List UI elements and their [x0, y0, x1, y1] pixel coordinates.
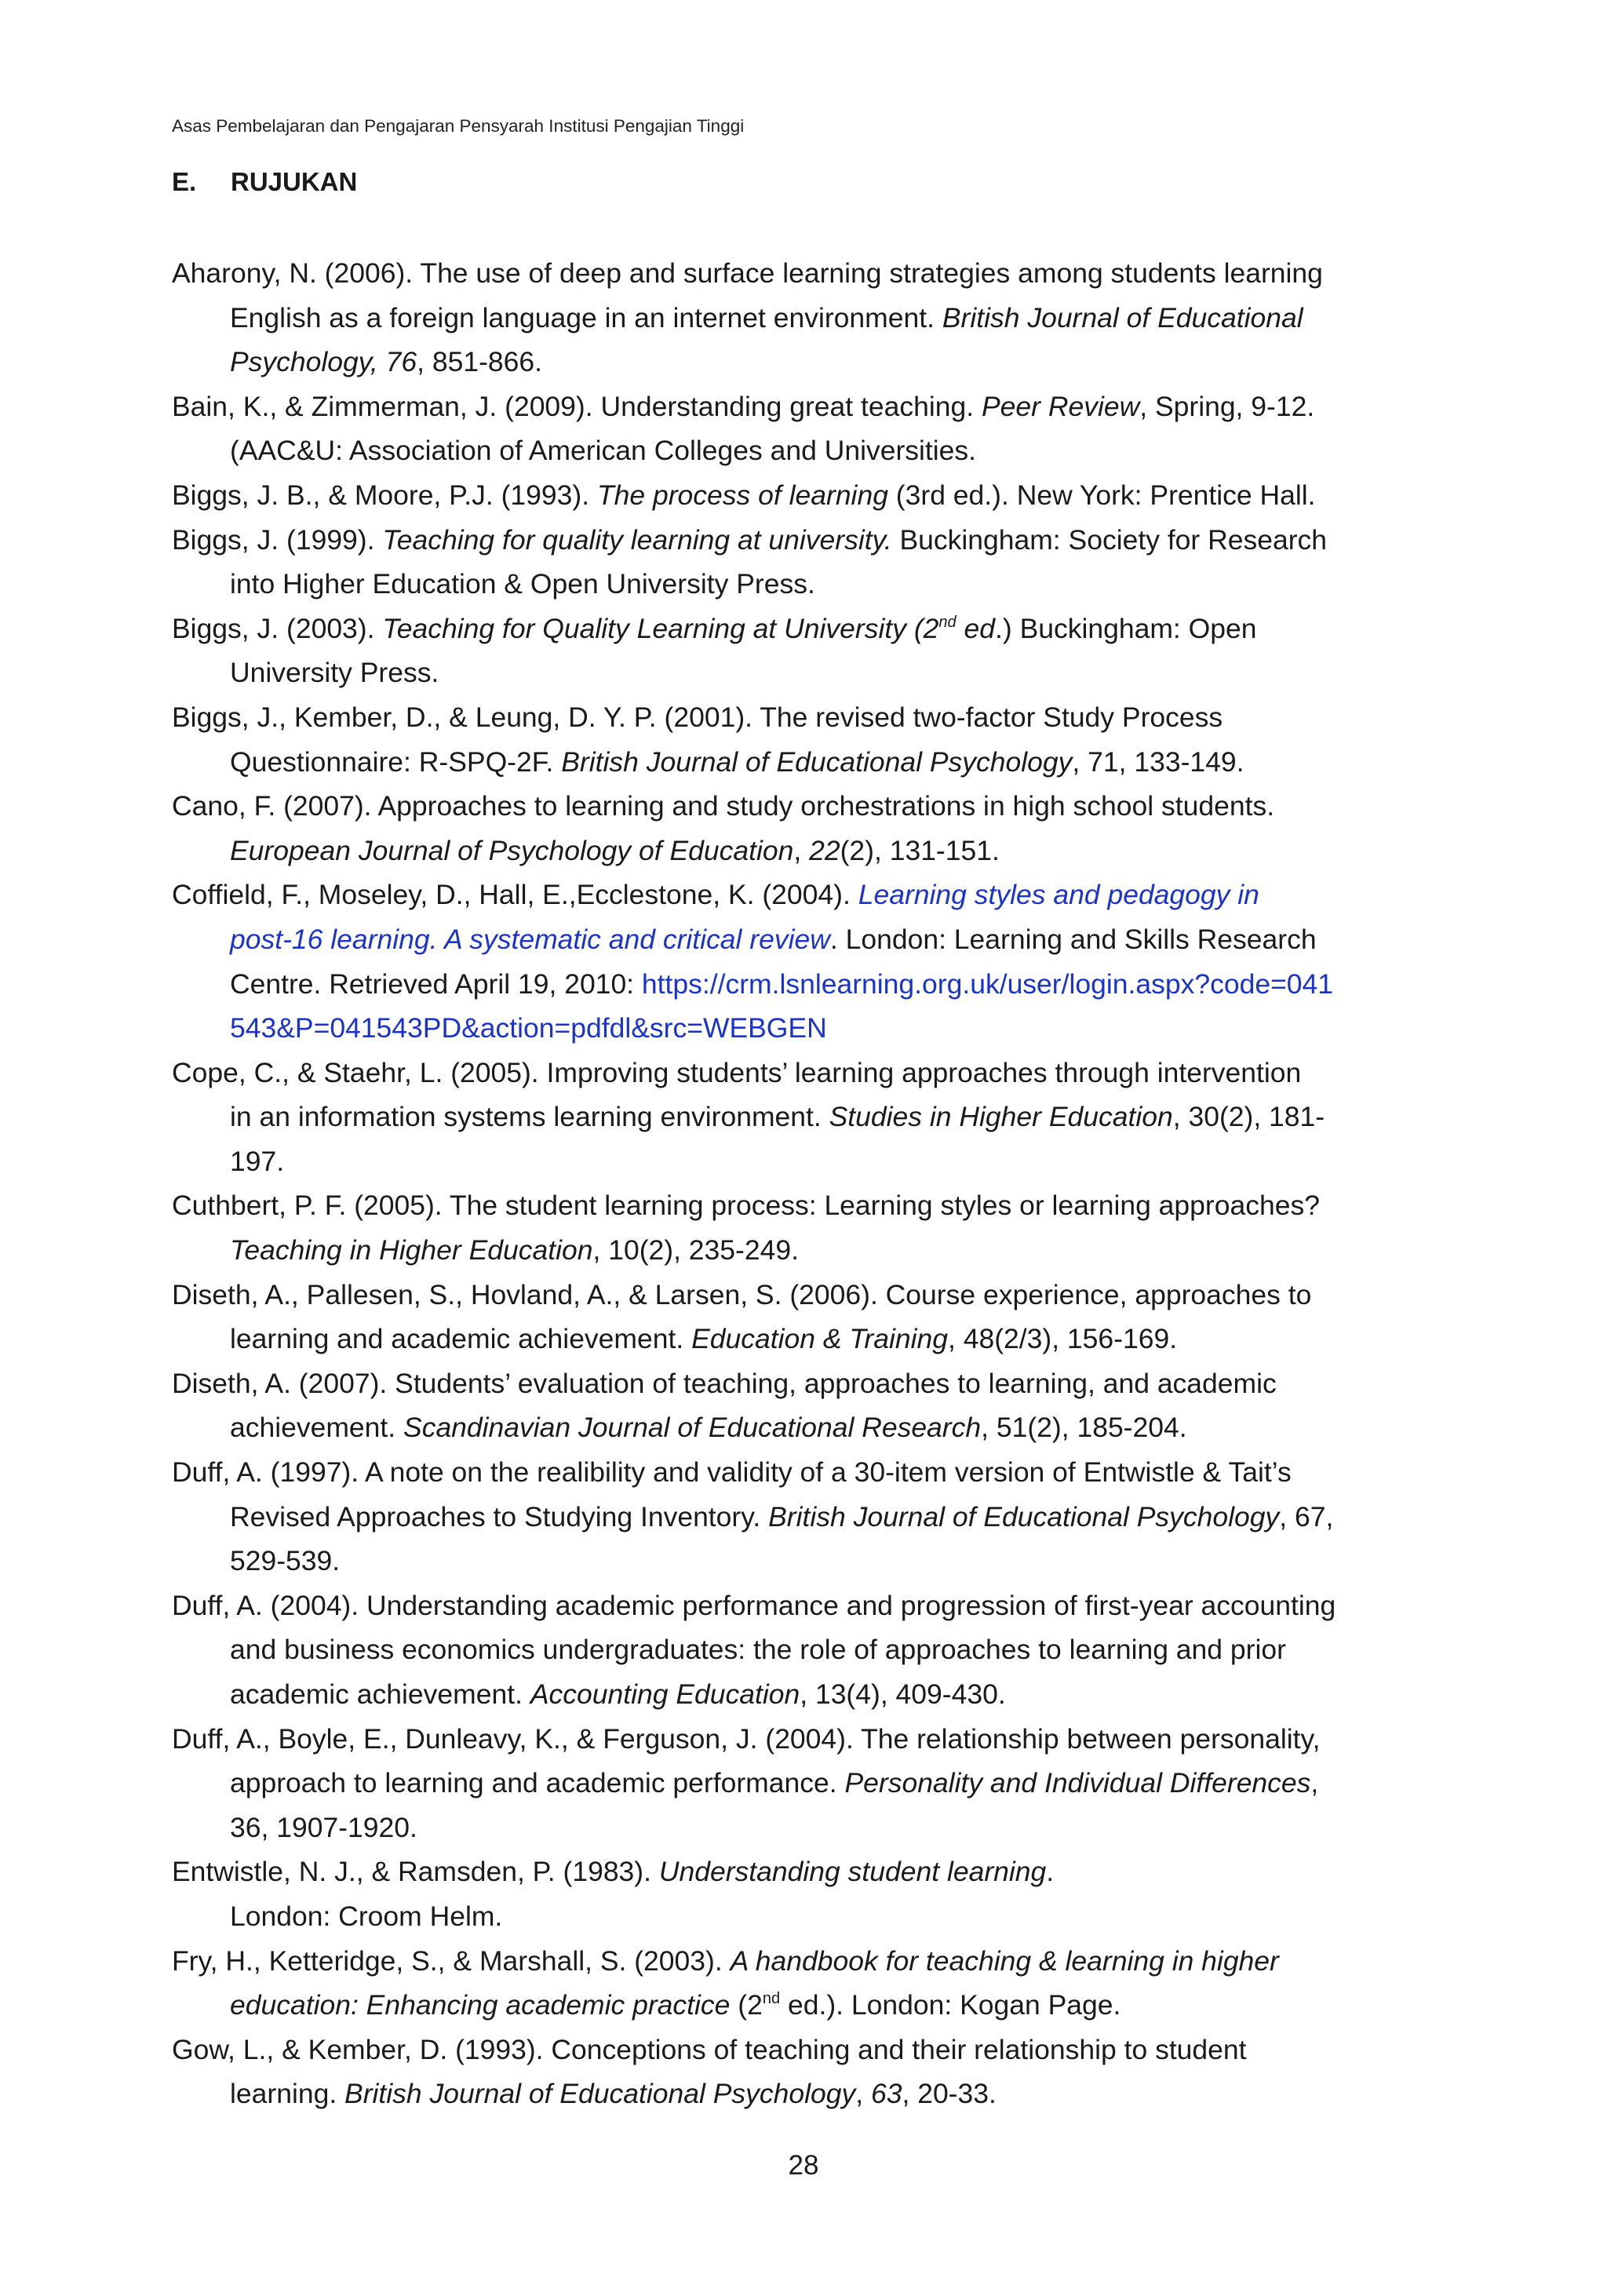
section-heading — [172, 167, 357, 197]
reference-text: Bain, K., & Zimmerman, J. (2009). Understanding great teaching. — [172, 390, 982, 422]
reference-text: Diseth, A. (2007). Students’ evaluation of teaching, approaches to learning, and academic — [172, 1367, 1277, 1399]
reference-title-text: Psychology, 76 — [230, 346, 417, 378]
reference-title-text: Studies in Higher Education — [829, 1101, 1173, 1133]
reference-entry — [172, 473, 1380, 518]
reference-text: , — [855, 2078, 871, 2110]
reference-text: Gow, L., & Kember, D. (1993). Conceptions of teaching and their relationship to student — [172, 2033, 1247, 2065]
reference-text: 529-539. — [230, 1545, 341, 1577]
reference-link[interactable]: post-16 learning. A systematic and critical review — [230, 923, 830, 955]
reference-text: Duff, A. (2004). Understanding academic performance and progression of first-year accounting — [172, 1589, 1336, 1621]
reference-title-text: Teaching in Higher Education — [230, 1234, 593, 1266]
reference-title-text: A handbook for teaching & learning in higher — [730, 1944, 1279, 1977]
reference-text: Coffield, F., Moseley, D., Hall, E.,Ecclestone, K. (2004). — [172, 879, 858, 911]
section-title: RUJUKAN — [231, 167, 358, 196]
reference-link[interactable]: https://crm.lsnlearning.org.uk/user/login.aspx?code=041 — [641, 968, 1334, 1000]
reference-text: Duff, A., Boyle, E., Dunleavy, K., & Ferguson, J. (2004). The relationship between personality, — [172, 1722, 1321, 1755]
reference-title-text: The process of learning — [596, 479, 888, 511]
reference-entry — [172, 784, 1380, 873]
reference-text: , 71, 133-149. — [1072, 745, 1244, 778]
reference-text: achievement. — [230, 1412, 404, 1444]
reference-text: , 48(2/3), 156-169. — [948, 1323, 1178, 1355]
reference-text: , 10(2), 235-249. — [592, 1234, 799, 1266]
section-number: E. — [172, 167, 197, 196]
reference-text: Revised Approaches to Studying Inventory. — [230, 1500, 769, 1532]
reference-text: into Higher Education & Open University Press. — [230, 568, 815, 600]
reference-entry — [172, 1273, 1380, 1361]
reference-text: Questionnaire: R-SPQ-2F. — [230, 745, 562, 778]
reference-text: academic achievement. — [230, 1678, 530, 1710]
reference-title-text: Education & Training — [691, 1323, 948, 1355]
reference-entry — [172, 1717, 1380, 1850]
page-number: 28 — [788, 2150, 819, 2181]
reference-text: (2 — [730, 1989, 763, 2021]
reference-entry — [172, 251, 1380, 384]
reference-text: , — [793, 834, 810, 866]
reference-entry — [172, 1361, 1380, 1450]
reference-title-text: British Journal of Educational Psychology — [344, 2078, 856, 2110]
reference-text: Centre. Retrieved April 19, 2010: — [230, 968, 642, 1000]
reference-text: , Spring, 9-12. — [1139, 390, 1315, 422]
reference-title-text: Accounting Education — [530, 1678, 800, 1710]
reference-text: Cuthbert, P. F. (2005). The student learning process: Learning styles or learning approaches? — [172, 1190, 1320, 1222]
reference-text: , 51(2), 185-204. — [981, 1412, 1187, 1444]
reference-text: , 20-33. — [902, 2078, 997, 2110]
reference-text: (AAC&U: Association of American Colleges and Universities. — [230, 435, 977, 467]
reference-text: , 67, — [1279, 1500, 1334, 1532]
reference-entry — [172, 518, 1380, 607]
reference-text: , 30(2), 181- — [1172, 1101, 1325, 1133]
reference-entry — [172, 2028, 1380, 2116]
reference-text: approach to learning and academic performance. — [230, 1767, 845, 1799]
reference-text: learning and academic achievement. — [230, 1323, 692, 1355]
reference-text: (2), 131-151. — [840, 834, 1000, 866]
reference-entry — [172, 384, 1380, 473]
reference-link[interactable]: 543&P=041543PD&action=pdfdl&src=WEBGEN — [230, 1012, 827, 1044]
running-header: Asas Pembelajaran dan Pengajaran Pensyarah Institusi Pengajian Tinggi — [172, 116, 745, 136]
reference-entry — [172, 1051, 1380, 1184]
reference-entry — [172, 1939, 1380, 2028]
reference-text: 197. — [230, 1145, 285, 1177]
reference-text: Cano, F. (2007). Approaches to learning and study orchestrations in high school students. — [172, 790, 1275, 822]
reference-title-text: ed — [956, 612, 996, 644]
reference-title-text: nd — [938, 613, 957, 631]
reference-title-text: Teaching for Quality Learning at University (2 — [382, 612, 939, 644]
reference-text: Fry, H., Ketteridge, S., & Marshall, S. (2003). — [172, 1944, 731, 1977]
reference-text: Biggs, J. B., & Moore, P.J. (1993). — [172, 479, 597, 511]
reference-text: , 13(4), 409-430. — [800, 1678, 1006, 1710]
reference-text: Duff, A. (1997). A note on the realibility and validity of a 30-item version of Entwistle & Tait’s — [172, 1456, 1292, 1489]
reference-title-text: Personality and Individual Differences — [844, 1767, 1311, 1799]
reference-text: in an information systems learning environment. — [230, 1101, 829, 1133]
reference-title-text: education: Enhancing academic practice — [230, 1989, 731, 2021]
reference-text: English as a foreign language in an internet environment. — [230, 301, 942, 333]
reference-title-text: 22 — [809, 834, 840, 866]
reference-entry — [172, 1183, 1380, 1272]
reference-text: Cope, C., & Staehr, L. (2005). Improving students’ learning approaches through intervention — [172, 1056, 1302, 1088]
reference-entry — [172, 1584, 1380, 1717]
reference-title-text: European Journal of Psychology of Education — [230, 834, 794, 866]
reference-text: . London: Learning and Skills Research — [829, 923, 1317, 955]
reference-text: Biggs, J., Kember, D., & Leung, D. Y. P. (2001). The revised two-factor Study Process — [172, 701, 1223, 733]
reference-entry — [172, 607, 1380, 695]
reference-text: Diseth, A., Pallesen, S., Hovland, A., & Larsen, S. (2006). Course experience, approaches to — [172, 1278, 1312, 1310]
reference-text: Biggs, J. (1999). — [172, 523, 383, 556]
reference-text: . — [1046, 1856, 1055, 1888]
reference-text: .) Buckingham: Open — [995, 612, 1257, 644]
reference-title-text: British Journal of Educational Psychology — [561, 745, 1073, 778]
reference-list — [172, 251, 1380, 2116]
reference-title-text: Peer Review — [981, 390, 1140, 422]
reference-title-text: Scandinavian Journal of Educational Research — [403, 1412, 982, 1444]
reference-title-text: British Journal of Educational Psychology — [768, 1500, 1280, 1532]
reference-title-text: 63 — [870, 2078, 902, 2110]
reference-title-text: Understanding student learning — [658, 1856, 1047, 1888]
reference-link[interactable]: Learning styles and pedagogy in — [858, 879, 1259, 911]
reference-text: and business economics undergraduates: the role of approaches to learning and prior — [230, 1634, 1286, 1666]
reference-text: (3rd ed.). New York: Prentice Hall. — [887, 479, 1316, 511]
reference-entry — [172, 1850, 1380, 1938]
reference-text: nd — [762, 1990, 781, 2008]
reference-text: Buckingham: Society for Research — [891, 523, 1328, 556]
reference-text: , — [1310, 1767, 1319, 1799]
reference-text: Entwistle, N. J., & Ramsden, P. (1983). — [172, 1856, 659, 1888]
reference-text: Biggs, J. (2003). — [172, 612, 383, 644]
reference-text: London: Croom Helm. — [230, 1900, 503, 1932]
reference-text: 36, 1907-1920. — [230, 1811, 417, 1843]
reference-title-text: Teaching for quality learning at university. — [382, 523, 892, 556]
reference-entry — [172, 873, 1380, 1050]
reference-text: Aharony, N. (2006). The use of deep and surface learning strategies among students learning — [172, 257, 1323, 289]
reference-entry — [172, 695, 1380, 784]
reference-title-text: British Journal of Educational — [942, 301, 1303, 333]
reference-text: ed.). London: Kogan Page. — [780, 1989, 1121, 2021]
reference-entry — [172, 1450, 1380, 1584]
reference-text: , 851-866. — [417, 346, 542, 378]
reference-text: University Press. — [230, 657, 439, 689]
reference-text: learning. — [230, 2078, 345, 2110]
